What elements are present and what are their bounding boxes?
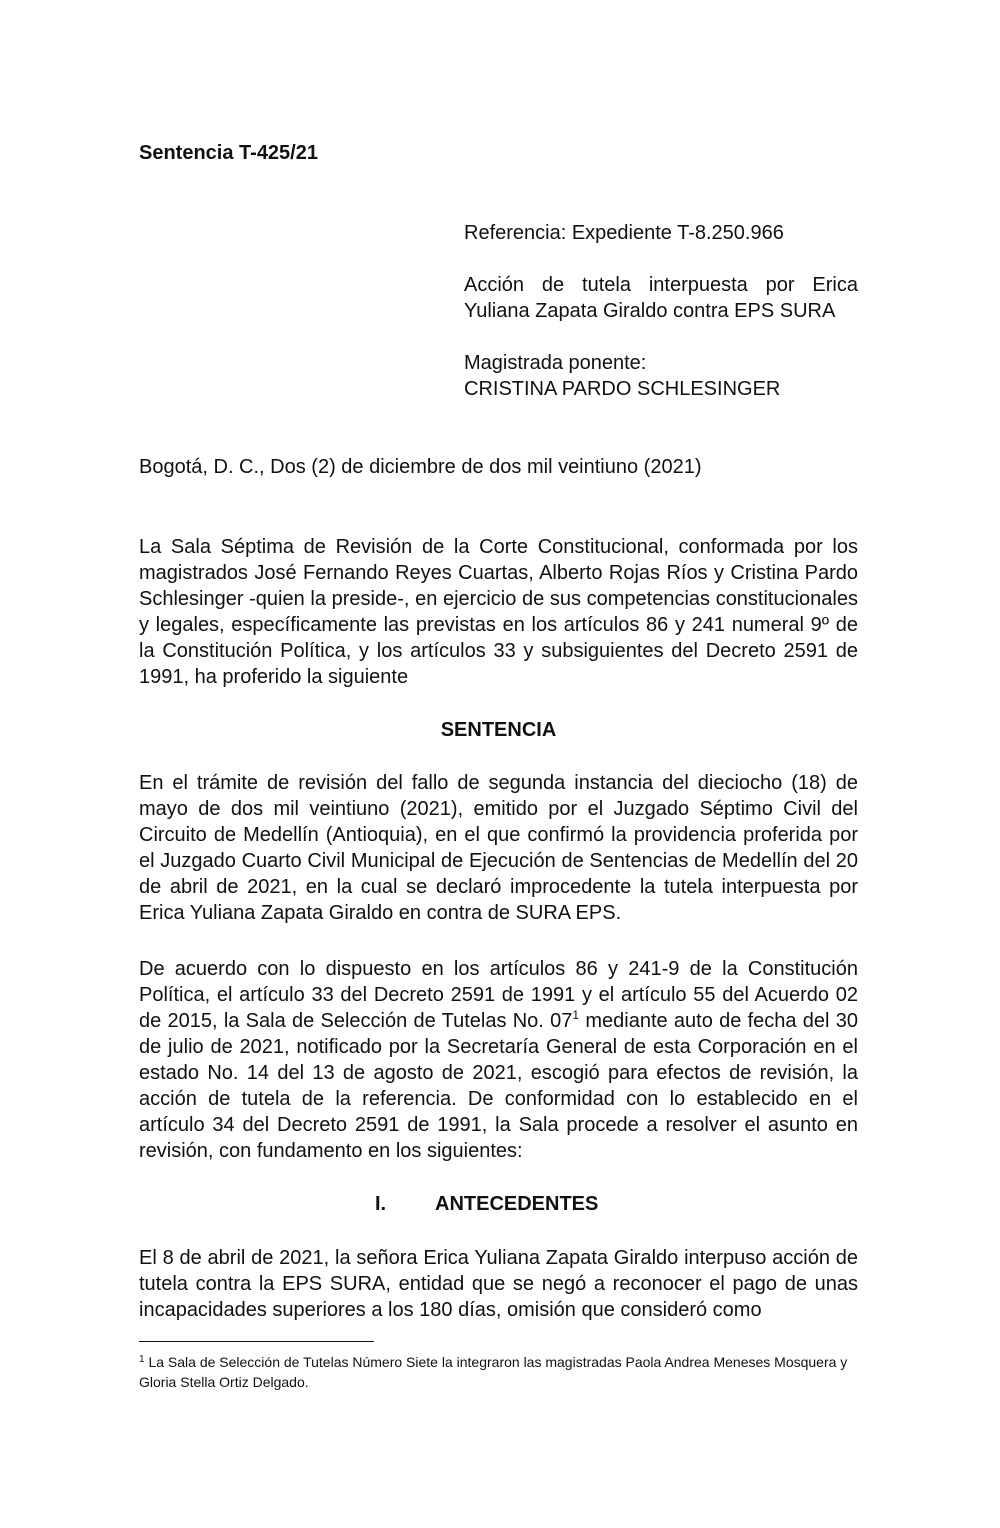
section-title: ANTECEDENTES [435,1193,599,1215]
antecedentes-paragraph: El 8 de abril de 2021, la señora Erica Yuliana Zapata Giraldo interpuso acción de tutela contra la EPS SURA, entidad que se negó a reconocer el pago de unas incapacidades superiores a los 180 días, omisión que consideró como [139,1247,858,1321]
document-title: Sentencia T-425/21 [139,142,318,164]
sentencia-heading: SENTENCIA [440,719,557,741]
footnote [139,1352,858,1392]
footnote-reference[interactable]: 1 [572,1008,580,1022]
section-number: I. [375,1193,387,1215]
magistrada-name: CRISTINA PARDO SCHLESINGER [464,378,781,400]
magistrada-label: Magistrada ponente: [464,352,647,374]
acuerdo-paragraph-part1: De acuerdo con lo dispuesto en los artículos 86 y 241-9 de la Constitución Política, el artículo 33 del Decreto 2591 de 1991 y el artículo 55 del Acuerdo 02 de 2015, la Sala de Selección de Tutelas No. 07 [139,958,858,1032]
reference-accion: Acción de tutela interpuesta por Erica Yuliana Zapata Giraldo contra EPS SURA [464,274,858,322]
footnote-text: La Sala de Selección de Tutelas Número Siete la integraron las magistradas Paola Andrea Meneses Mosquera y Gloria Stella Ortiz Delgado. [139,1354,848,1390]
date-line: Bogotá, D. C., Dos (2) de diciembre de dos mil veintiuno (2021) [139,456,702,478]
reference-block [464,220,858,402]
footnote-separator [139,1341,374,1342]
tramite-paragraph: En el trámite de revisión del fallo de segunda instancia del dieciocho (18) de mayo de dos mil veintiuno (2021), emitido por el Juzgado Séptimo Civil del Circuito de Medellín (Antioquia), en el que confirmó la providencia proferida por el Juzgado Cuarto Civil Municipal de Ejecución de Sentencias de Medellín del 20 de abril de 2021, en la cual se declaró improcedente la tutela interpuesta por Erica Yuliana Zapata Giraldo en contra de SURA EPS. [139,772,858,924]
acuerdo-paragraph-part2: mediante auto de fecha del 30 de julio de 2021, notificado por la Secretaría General de esta Corporación en el estado No. 14 del 13 de agosto de 2021, escogió para efectos de revisión, la acción de tutela de la referencia. De conformidad con lo establecido en el artículo 34 del Decreto 2591 de 1991, la Sala procede a resolver el asunto en revisión, con fundamento en los siguientes: [139,1010,859,1162]
intro-paragraph: La Sala Séptima de Revisión de la Corte Constitucional, conformada por los magistrados José Fernando Reyes Cuartas, Alberto Rojas Ríos y Cristina Pardo Schlesinger -quien la preside-, en ejercicio de sus competencias constitucionales y legales, específicamente las previstas en los artículos 86 y 241 numeral 9º de la Constitución Política, y los artículos 33 y subsiguientes del Decreto 2591 de 1991, ha proferido la siguiente [139,536,858,688]
reference-expediente: Referencia: Expediente T-8.250.966 [464,222,784,244]
acuerdo-paragraph [139,956,858,1164]
footnote-number: 1 [139,1354,145,1365]
reference-magistrada [464,350,858,402]
